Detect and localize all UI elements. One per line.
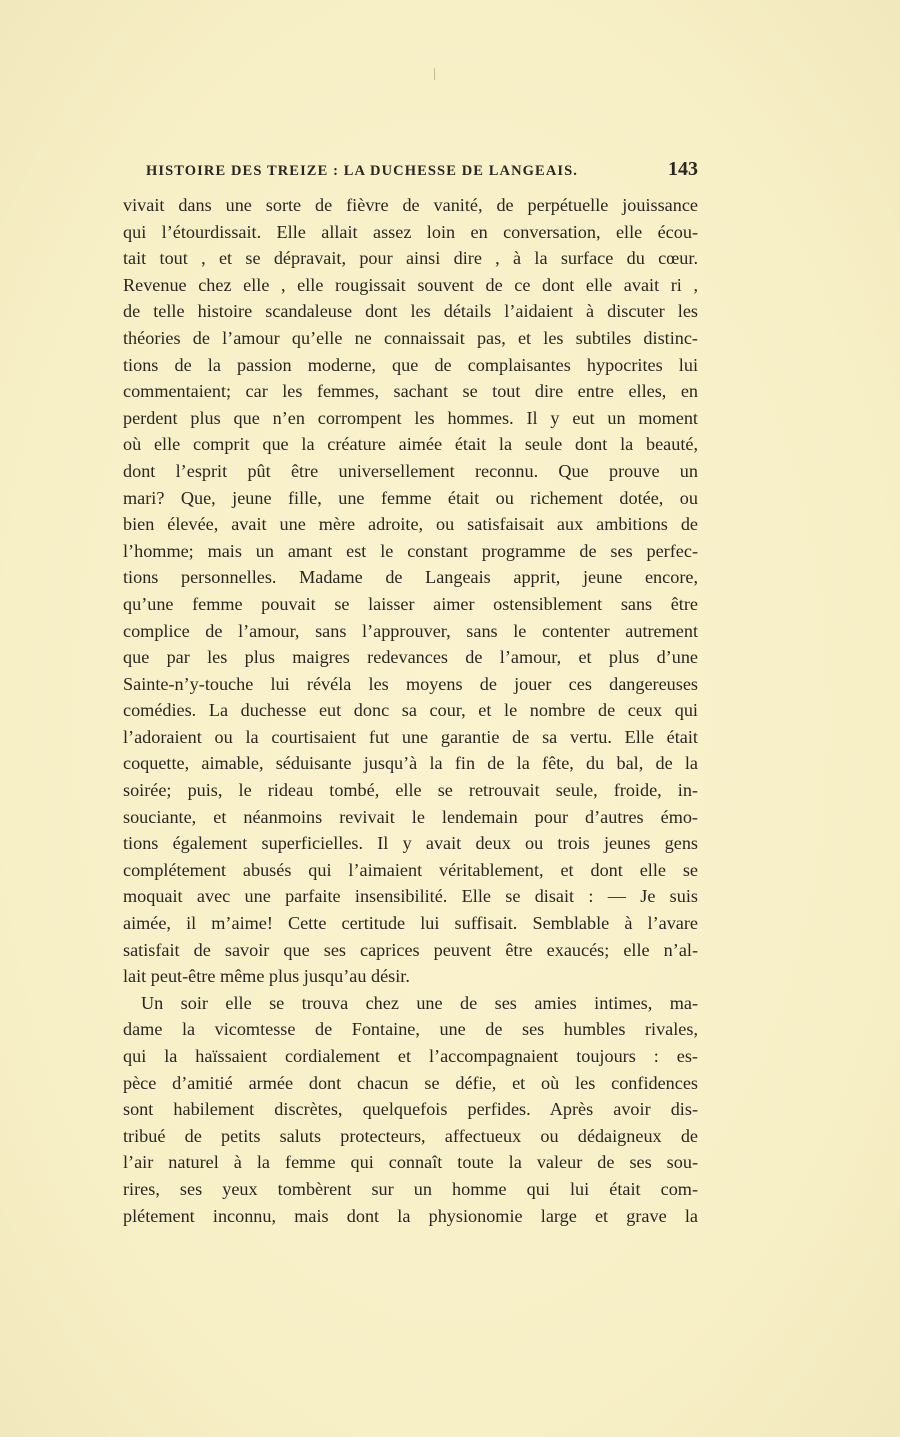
text-line: tribué de petits saluts protecteurs, affectueux ou dédaigneux de [123,1125,698,1146]
text-line: coquette, aimable, séduisante jusqu’à la fin de la fête, du bal, de la [123,753,698,774]
text-line: aimée, il m’aime! Cette certitude lui suffisait. Semblable à l’avare [123,913,698,934]
text-line: mari? Que, jeune fille, une femme était ou richement dotée, ou [123,487,698,508]
running-header [146,158,698,186]
page-number: 143 [668,158,698,180]
text-line: l’air naturel à la femme qui connaît toute la valeur de ses sou- [123,1152,698,1173]
text-line: qui la haïssaient cordialement et l’accompagnaient toujours : es- [123,1046,698,1066]
text-line: plétement inconnu, mais dont la physionomie large et grave la [123,1205,698,1226]
text-line: satisfait de savoir que ses caprices peuvent être exaucés; elle n’al- [123,939,698,960]
text-line: commentaient; car les femmes, sachant se tout dire entre elles, en [123,381,698,402]
text-line: l’adoraient ou la courtisaient fut une garantie de sa vertu. Elle était [123,726,698,747]
text-line: qui l’étourdissait. Elle allait assez loin en conversation, elle écou- [123,221,698,242]
text-line: sont habilement discrètes, quelquefois perfides. Après avoir dis- [123,1099,698,1120]
text-line: moquait avec une parfaite insensibilité. Elle se disait : — Je suis [123,886,698,907]
text-line: soirée; puis, le rideau tombé, elle se retrouvait seule, froide, in- [123,780,698,801]
text-line: Un soir elle se trouva chez une de ses amies intimes, ma- [141,992,698,1013]
text-line: où elle comprit que la créature aimée était la seule dont la beauté, [123,434,698,455]
text-line: complice de l’amour, sans l’approuver, sans le contenter autrement [123,620,698,641]
text-line: vivait dans une sorte de fièvre de vanité, de perpétuelle jouissance [123,195,698,215]
running-title: HISTOIRE DES TREIZE : LA DUCHESSE DE LANGEAIS. [146,163,579,179]
body-text [123,192,698,1229]
text-line: dont l’esprit pût être universellement reconnu. Que prouve un [123,460,698,481]
text-line: bien élevée, avait une mère adroite, ou satisfaisait aux ambitions de [123,514,698,535]
scan-mark [434,68,435,80]
text-line: l’homme; mais un amant est le constant programme de ses perfec- [123,540,698,561]
text-line: qu’une femme pouvait se laisser aimer ostensiblement sans être [123,593,698,614]
text-line: que par les plus maigres redevances de l’amour, et plus d’une [123,647,698,668]
paragraph [123,192,698,990]
text-line: théories de l’amour qu’elle ne connaissait pas, et les subtiles distinc- [123,327,698,348]
text-line: souciante, et néanmoins revivait le lendemain pour d’autres émo- [123,806,698,827]
text-line: tions également superficielles. Il y avait deux ou trois jeunes gens [123,833,698,854]
text-line: dame la vicomtesse de Fontaine, une de ses humbles rivales, [123,1019,698,1040]
text-line: de telle histoire scandaleuse dont les détails l’aidaient à discuter les [123,301,698,322]
text-line: Sainte-n’y-touche lui révéla les moyens de jouer ces dangereuses [123,673,698,694]
text-line: comédies. La duchesse eut donc sa cour, et le nombre de ceux qui [123,700,698,721]
text-line: tions personnelles. Madame de Langeais apprit, jeune encore, [123,567,698,588]
text-line: pèce d’amitié armée dont chacun se défie, et où les confidences [123,1072,698,1093]
text-line: tions de la passion moderne, que de complaisantes hypocrites lui [123,354,698,375]
text-line: Revenue chez elle , elle rougissait souvent de ce dont elle avait ri , [123,274,698,295]
text-line: lait peut-être même plus jusqu’au désir. [123,966,410,987]
text-line: perdent plus que n’en corrompent les hommes. Il y eut un moment [123,407,698,428]
text-line: tait tout , et se dépravait, pour ainsi dire , à la surface du cœur. [123,248,698,269]
text-line: complétement abusés qui l’aimaient véritablement, et dont elle se [123,859,698,880]
paragraph [123,990,698,1229]
text-line: rires, ses yeux tombèrent sur un homme qui lui était com- [123,1178,698,1199]
